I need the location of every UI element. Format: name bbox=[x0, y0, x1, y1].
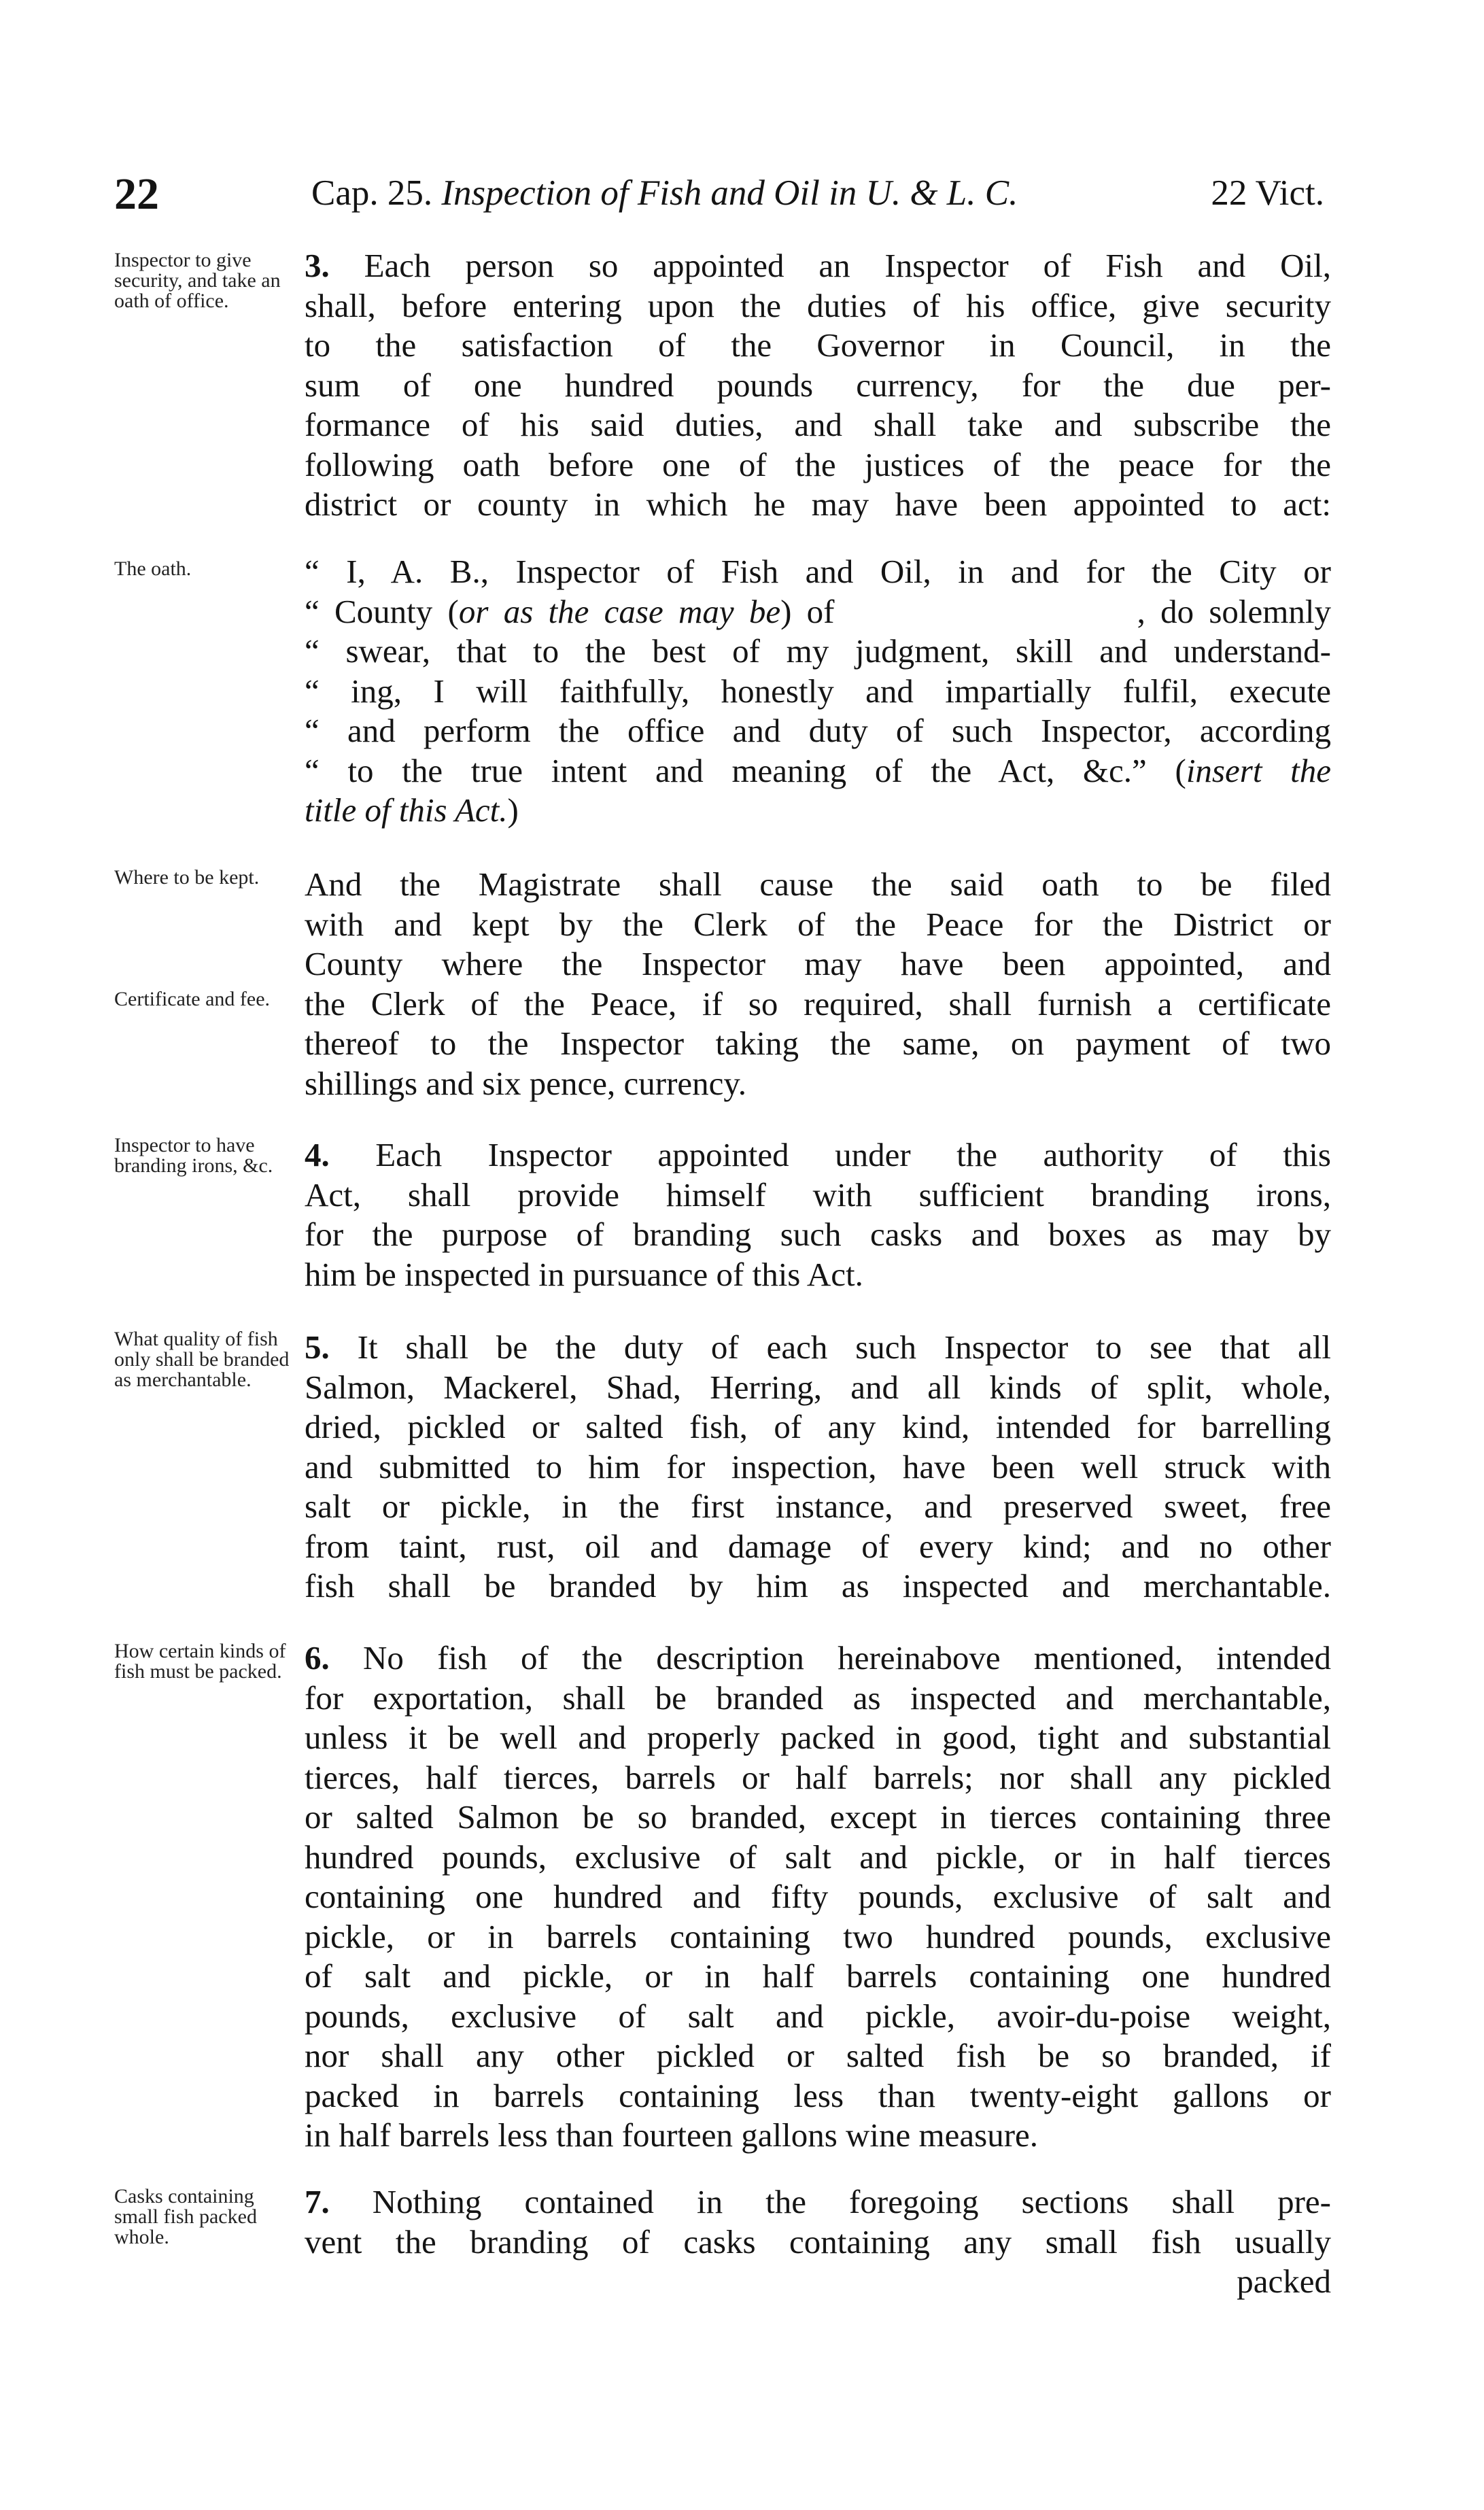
margin-note: What quality of fish only shall be branded as merchantable. bbox=[114, 1328, 290, 1391]
page-number: 22 bbox=[114, 169, 159, 219]
section-text bbox=[305, 1135, 1331, 1294]
text-line: “ to the true intent and meaning of the Act, &c.” (insert the bbox=[305, 751, 1331, 789]
text-line: Act, shall provide himself with sufficient branding irons, bbox=[305, 1175, 1331, 1214]
text-line: containing one hundred and fifty pounds, exclusive of salt and bbox=[305, 1878, 1331, 1915]
section-number: 4. bbox=[305, 1136, 330, 1173]
running-title bbox=[311, 173, 1018, 213]
text-line: It shall be the duty of each such Inspector to see that all bbox=[329, 1328, 1331, 1366]
catchword: packed bbox=[1237, 2263, 1331, 2300]
text-line: pickle, or in barrels containing two hundred pounds, exclusive bbox=[305, 1917, 1331, 1955]
text-line: following oath before one of the justices of the peace for the bbox=[305, 445, 1331, 483]
text-line: for the purpose of branding such casks and boxes as may by bbox=[305, 1216, 1331, 1253]
text-line: dried, pickled or salted fish, of any kind, intended for barrelling bbox=[305, 1408, 1331, 1445]
text-line: Salmon, Mackerel, Shad, Herring, and all kinds of split, whole, bbox=[305, 1368, 1331, 1406]
section-text bbox=[305, 1638, 1331, 2156]
section-number: 3. bbox=[305, 247, 330, 284]
text-line: hundred pounds, exclusive of salt and pickle, or in half tierces bbox=[305, 1838, 1331, 1876]
regnal-year: 22 Vict. bbox=[1211, 173, 1324, 213]
text-line: district or county in which he may have been appointed to act: bbox=[305, 485, 1331, 523]
text-line: sum of one hundred pounds currency, for the due per- bbox=[305, 366, 1331, 404]
text-line: to the satisfaction of the Governor in Council, in the bbox=[305, 326, 1331, 364]
text-line: with and kept by the Clerk of the Peace for the District or bbox=[305, 905, 1331, 943]
section-text bbox=[305, 865, 1331, 1103]
text-line: Nothing contained in the foregoing sections shall pre- bbox=[329, 2183, 1331, 2220]
text-line: “ ing, I will faithfully, honestly and impartially fulfil, execute bbox=[305, 672, 1331, 710]
text-line: of salt and pickle, or in half barrels containing one hundred bbox=[305, 1957, 1331, 1995]
text-line: nor shall any other pickled or salted fish be so branded, if bbox=[305, 2037, 1331, 2074]
text-line: vent the branding of casks containing any small fish usually bbox=[305, 2222, 1331, 2260]
text-line: packed in barrels containing less than twenty-eight gallons or bbox=[305, 2076, 1331, 2114]
text-line: from taint, rust, oil and damage of every kind; and no other bbox=[305, 1527, 1331, 1565]
section-text bbox=[305, 2182, 1331, 2302]
margin-note: The oath. bbox=[114, 557, 192, 580]
margin-note: Where to be kept. bbox=[114, 866, 260, 889]
text-line: in half barrels less than fourteen gallons wine measure. bbox=[305, 2116, 1039, 2154]
section-number: 7. bbox=[305, 2183, 330, 2220]
text-line: or salted Salmon be so branded, except in tierces containing three bbox=[305, 1798, 1331, 1836]
text-line: the Clerk of the Peace, if so required, shall furnish a certificate bbox=[305, 984, 1331, 1022]
text-line: title of this Act.) bbox=[305, 791, 519, 829]
margin-note: How certain kinds of fish must be packed. bbox=[114, 1640, 286, 1683]
margin-note: Inspector to have branding irons, &c. bbox=[114, 1134, 273, 1177]
text-line: Each person so appointed an Inspector of Fish and Oil, bbox=[329, 247, 1331, 284]
text-line: And the Magistrate shall cause the said oath to be filed bbox=[305, 865, 1331, 903]
text-line: “ County (or as the case may be) of , do solemnly bbox=[305, 592, 1331, 630]
running-head bbox=[114, 169, 1331, 223]
text-line: “ swear, that to the best of my judgment, skill and understand- bbox=[305, 632, 1331, 670]
margin-note: Certificate and fee. bbox=[114, 988, 271, 1010]
text-line: No fish of the description hereinabove mentioned, intended bbox=[329, 1639, 1331, 1677]
text-line: fish shall be branded by him as inspected and merchantable. bbox=[305, 1567, 1331, 1604]
text-line: shall, before entering upon the duties of his office, give security bbox=[305, 286, 1331, 324]
act-title: Inspection of Fish and Oil in U. & L. C. bbox=[441, 173, 1018, 213]
text-line: pounds, exclusive of salt and pickle, avoir-du-poise weight, bbox=[305, 1997, 1331, 2035]
text-line: unless it be well and properly packed in good, tight and substantial bbox=[305, 1719, 1331, 1756]
margin-note: Inspector to give security, and take an oath of office. bbox=[114, 249, 281, 312]
section-text bbox=[305, 246, 1331, 525]
section-number: 6. bbox=[305, 1639, 330, 1677]
text-line: formance of his said duties, and shall take and subscribe the bbox=[305, 406, 1331, 443]
text-line: “ and perform the office and duty of such Inspector, according bbox=[305, 712, 1331, 749]
text-line: County where the Inspector may have been appointed, and bbox=[305, 945, 1331, 982]
chapter-number: Cap. 25. bbox=[311, 173, 433, 213]
text-line: him be inspected in pursuance of this Act. bbox=[305, 1255, 863, 1293]
text-line: Each Inspector appointed under the authority of this bbox=[329, 1136, 1331, 1173]
section-number: 5. bbox=[305, 1328, 330, 1366]
oath-text bbox=[305, 552, 1331, 831]
text-line: “ I, A. B., Inspector of Fish and Oil, in and for the City or bbox=[305, 553, 1331, 590]
text-line: shillings and six pence, currency. bbox=[305, 1064, 746, 1102]
section-text bbox=[305, 1328, 1331, 1606]
text-line: for exportation, shall be branded as inspected and merchantable, bbox=[305, 1679, 1331, 1717]
text-line: tierces, half tierces, barrels or half barrels; nor shall any pickled bbox=[305, 1758, 1331, 1796]
text-line: salt or pickle, in the first instance, and preserved sweet, free bbox=[305, 1488, 1331, 1525]
text-line: and submitted to him for inspection, have been well struck with bbox=[305, 1447, 1331, 1485]
margin-note: Casks containing small fish packed whole. bbox=[114, 2185, 257, 2248]
text-line: thereof to the Inspector taking the same, on payment of two bbox=[305, 1025, 1331, 1062]
